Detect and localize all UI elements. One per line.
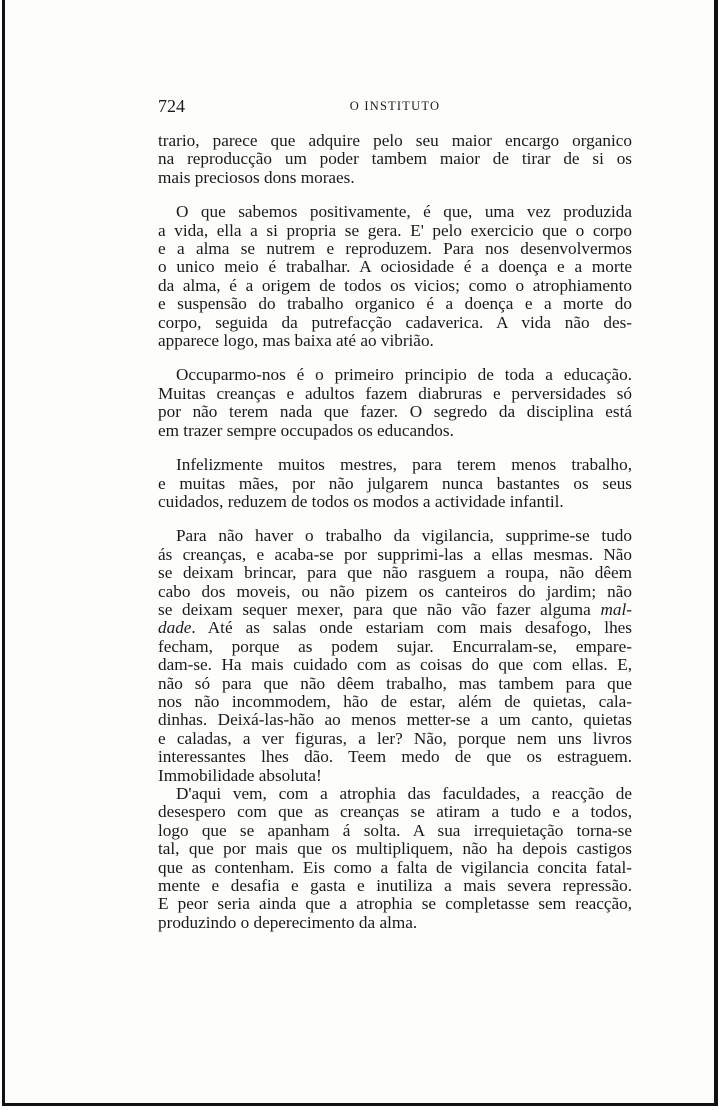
- text-line: se deixam brincar, para que não rasguem a roupa, não dêem: [158, 563, 632, 583]
- text-line: dinhas. Deixá-las-hão ao menos metter-se a um canto, quietas: [158, 710, 632, 730]
- text-line: apparece logo, mas baixa até ao vibrião.: [158, 331, 434, 351]
- journal-title: O INSTITUTO: [349, 99, 441, 113]
- paragraph-4: [158, 456, 632, 511]
- text-line: ás creanças, e acaba-se por supprimi-las a ellas mesmas. Não: [158, 544, 632, 564]
- text-line: a vida, ella a si propria se gera. E' pelo exercicio que o corpo: [158, 220, 632, 240]
- text-line: desespero com que as creanças se atiram a tudo e a todos,: [158, 802, 632, 822]
- text-line: trario, parece que adquire pelo seu maior encargo organico: [158, 131, 632, 150]
- text-line: produzindo o deperecimento da alma.: [158, 912, 418, 932]
- text-line: Para não haver o trabalho da vigilancia, supprime-se tudo: [176, 526, 632, 546]
- text-line: [158, 601, 632, 619]
- text-line: mente e desafia e gasta e inutiliza a mais severa repressão.: [158, 876, 632, 896]
- text-line: cuidados, reduzem de todos os modos a actividade infantil.: [158, 491, 564, 511]
- text-line: Muitas creanças e adultos fazem diabruras e perversidades só: [158, 383, 632, 403]
- text-line: O que sabemos positivamente, é que, uma vez produzida: [176, 202, 632, 222]
- text-line: interessantes lhes dão. Teem medo de que os estraguem.: [158, 747, 632, 767]
- text-line: tal, que por mais que os multipliquem, não ha depois castigos: [158, 839, 632, 859]
- running-head: [158, 96, 632, 118]
- text-line: da alma, é a origem de todos os vicios; como o atrophiamento: [158, 275, 632, 295]
- text-line: dam-se. Ha mais cuidado com as coisas do que com ellas. E,: [158, 655, 632, 675]
- text-line: e suspensão do trabalho organico é a doença e a morte do: [158, 294, 632, 314]
- paragraph-6: [158, 785, 632, 932]
- text-line: cabo dos moveis, ou não pizem os canteiros do jardim; não: [158, 581, 632, 601]
- text-line: em trazer sempre occupados os educandos.: [158, 420, 454, 440]
- text-line: o unico meio é trabalhar. A ociosidade é a doença e a morte: [158, 257, 632, 277]
- text-line: não só para que não dêem trabalho, mas tambem para que: [158, 673, 632, 693]
- text-line: logo que se apanham á solta. A sua irrequietação torna-se: [158, 820, 632, 840]
- text-line: Infelizmente muitos mestres, para terem menos trabalho,: [176, 455, 632, 475]
- text-line: D'aqui vem, com a atrophia das faculdades, a reacção de: [176, 784, 632, 803]
- text-line: Occuparmo-nos é o primeiro principio de toda a educação.: [176, 365, 632, 385]
- text-line: e a alma se nutrem e reproduzem. Para nos desenvolvermos: [158, 239, 632, 259]
- page-number: 724: [158, 96, 185, 116]
- paragraph-3: [158, 366, 632, 440]
- text-segment: se deixam sequer mexer, para que não vão fazer alguma: [158, 599, 591, 619]
- paragraph-5: [158, 527, 632, 785]
- paragraph-2: [158, 203, 632, 350]
- text-line: fecham, porque as podem sujar. Encurralam-se, empare-: [158, 636, 632, 656]
- paragraph-1: [158, 132, 632, 187]
- text-line: na reproducção um poder tambem maior de tirar de si os: [158, 149, 632, 169]
- italic-word-start: mal-: [600, 599, 633, 619]
- text-line: mais preciosos dons moraes.: [158, 167, 355, 187]
- text-line: e muitas mães, por não julgarem nunca bastantes os seus: [158, 473, 632, 493]
- text-line: corpo, seguida da putrefacção cadaverica. A vida não des-: [158, 312, 632, 332]
- text-line: E peor seria ainda que a atrophia se completasse sem reacção,: [158, 894, 632, 914]
- text-line: e caladas, a ver figuras, a ler? Não, porque nem uns livros: [158, 728, 632, 748]
- text-line: nos não incommodem, hão de estar, além de quietas, cala-: [158, 691, 632, 711]
- text-segment: . Até as salas onde estariam com mais desafogo, lhes: [191, 618, 632, 638]
- text-line: por não terem nada que fazer. O segredo da disciplina está: [158, 402, 632, 422]
- book-page: [158, 96, 632, 932]
- text-line: [158, 619, 632, 637]
- text-line: Immobilidade absoluta!: [158, 765, 322, 785]
- italic-word-end: dade: [158, 618, 192, 638]
- text-line: que as contenham. Eis como a falta de vigilancia concita fatal-: [158, 857, 632, 877]
